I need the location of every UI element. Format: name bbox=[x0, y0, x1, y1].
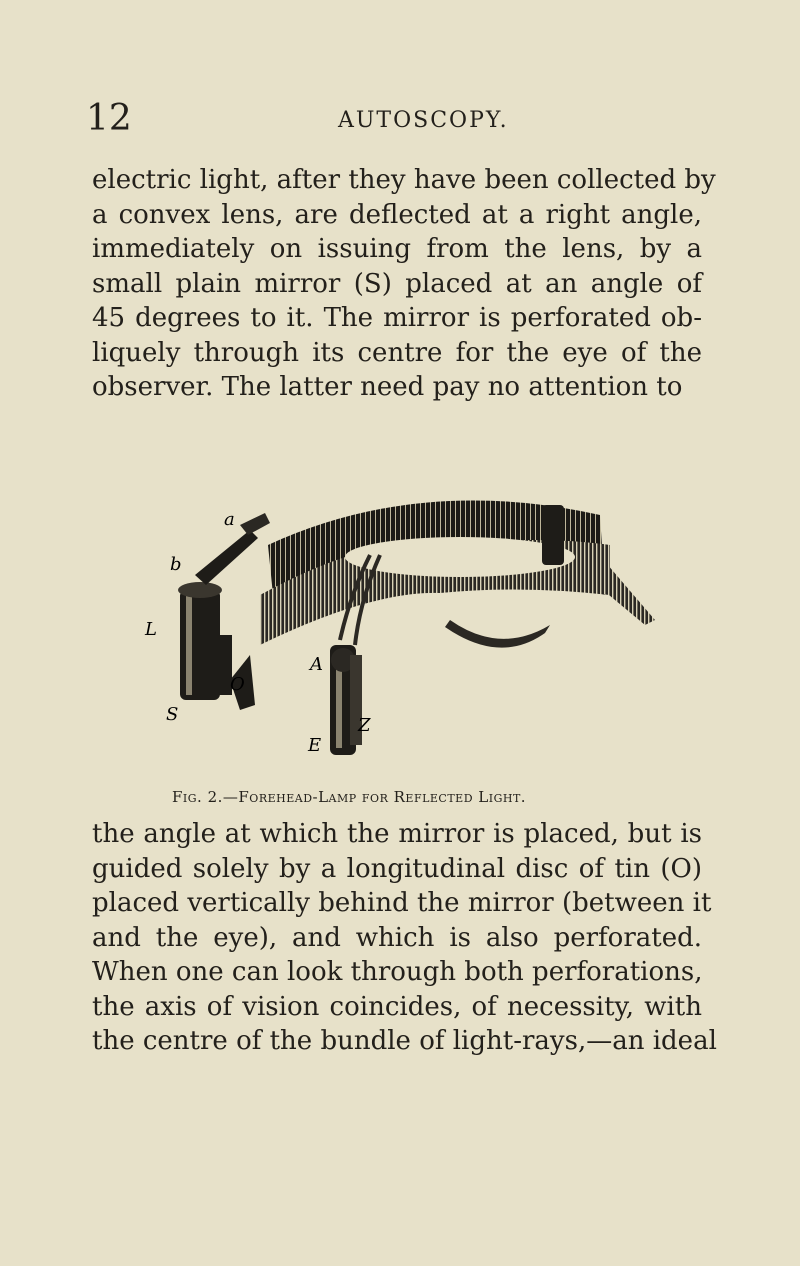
label-O: O bbox=[230, 674, 245, 695]
text-line: observer. The latter need pay no attention to bbox=[92, 372, 683, 402]
text-line: 45 degrees to it. The mirror is perforated ob- bbox=[92, 303, 702, 333]
label-Z: Z bbox=[358, 715, 371, 736]
page-number: 12 bbox=[86, 98, 132, 139]
text-line: and the eye), and which is also perforated. bbox=[92, 922, 702, 953]
text-line: guided solely by a longitudinal disc of tin (O) bbox=[92, 853, 702, 884]
text-line: small plain mirror (S) placed at an angle of bbox=[92, 268, 702, 299]
paragraph-1 bbox=[92, 163, 716, 405]
text-line: a convex lens, are deflected at a right angle, bbox=[92, 199, 702, 230]
label-a: a bbox=[224, 509, 235, 530]
label-L: L bbox=[145, 619, 157, 640]
text-line: immediately on issuing from the lens, by a bbox=[92, 234, 702, 264]
label-b: b bbox=[170, 554, 182, 575]
label-E: E bbox=[308, 735, 322, 756]
text-line: the axis of vision coincides, of necessity, with bbox=[92, 991, 702, 1022]
text-line: When one can look through both perforations, bbox=[92, 957, 703, 987]
forehead-lamp-illustration bbox=[140, 475, 670, 775]
paragraph-2 bbox=[92, 817, 717, 1059]
label-A: A bbox=[310, 654, 323, 675]
label-S: S bbox=[166, 704, 179, 725]
running-title: AUTOSCOPY. bbox=[338, 108, 509, 133]
text-line: placed vertically behind the mirror (between it bbox=[92, 888, 712, 918]
text-line: the angle at which the mirror is placed, but is bbox=[92, 819, 702, 849]
figure-caption: Fig. 2.—Forehead-Lamp for Reflected Light. bbox=[172, 788, 527, 806]
text-line: electric light, after they have been collected by bbox=[92, 165, 716, 195]
text-line: the centre of the bundle of light-rays,—an ideal bbox=[92, 1026, 717, 1056]
text-line: liquely through its centre for the eye of the bbox=[92, 337, 702, 368]
